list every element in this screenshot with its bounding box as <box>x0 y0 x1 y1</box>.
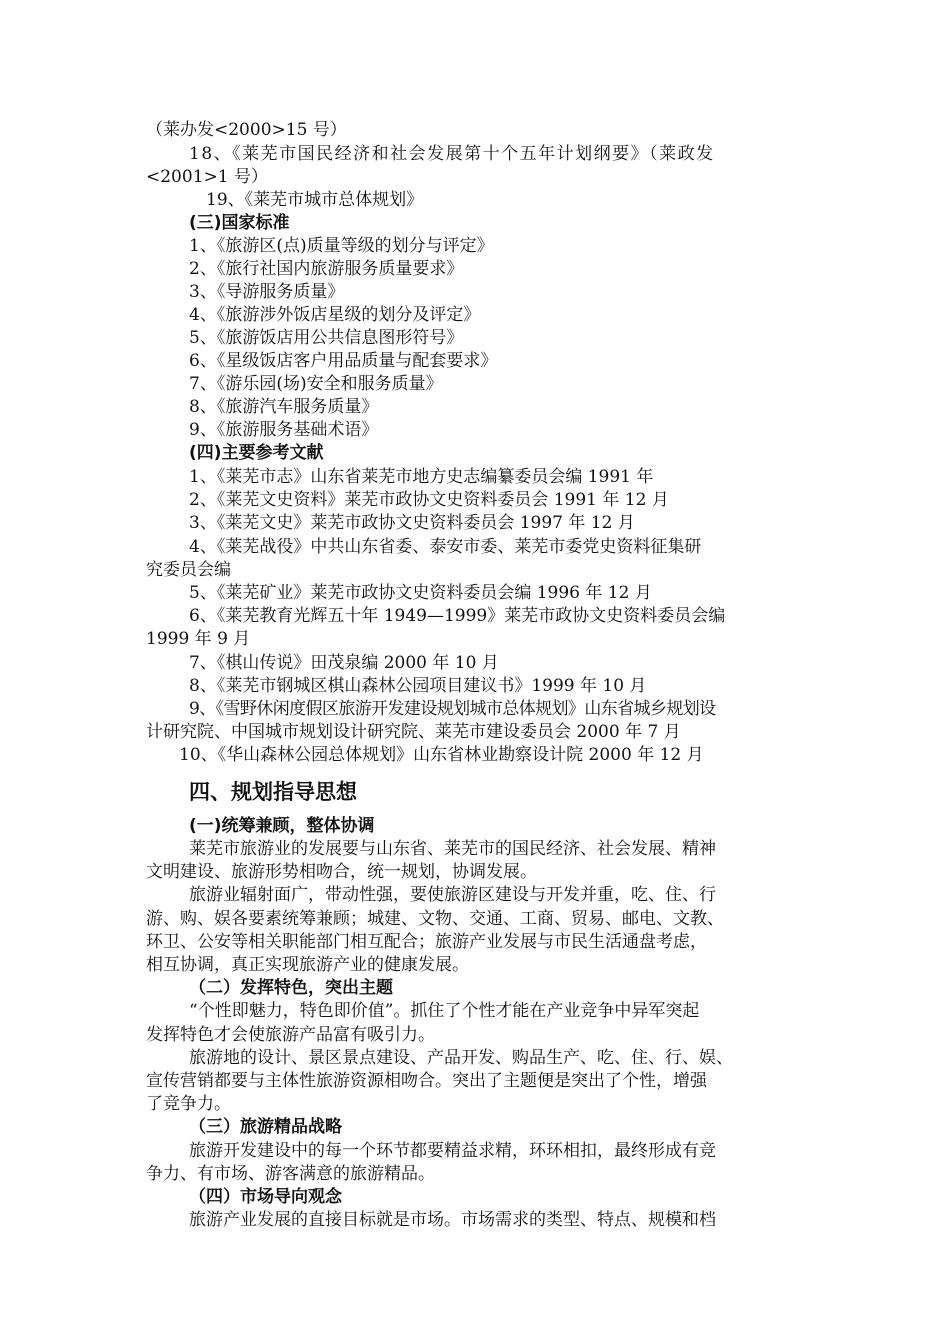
paragraph-line: 争力、有市场、游客满意的旅游精品。 <box>146 1164 435 1184</box>
paragraph-line: 文明建设、旅游形势相吻合，统一规划，协调发展。 <box>146 862 537 882</box>
chapter-heading: 四、规划指导思想 <box>189 780 357 804</box>
list-item: 8、《莱芜市钢城区棋山森林公园项目建议书》1999 年 10 月 <box>189 676 647 696</box>
list-item: 6、《星级饭店客户用品质量与配套要求》 <box>189 351 498 371</box>
list-item: 2、《莱芜文史资料》莱芜市政协文史资料委员会 1991 年 12 月 <box>189 490 669 510</box>
list-item: 10、《华山森林公园总体规划》山东省林业勘察设计院 2000 年 12 月 <box>179 745 704 765</box>
list-item: 4、《莱芜战役》中共山东省委、泰安市委、莱芜市委党史资料征集研 <box>189 537 702 557</box>
section-heading: （三）旅游精品战略 <box>189 1117 342 1137</box>
list-item: 3、《导游服务质量》 <box>189 282 345 302</box>
list-item-continuation: 究委员会编 <box>146 560 231 580</box>
text-line: <2001>1 号） <box>146 167 268 187</box>
paragraph-line: 旅游产业发展的直接目标就是市场。市场需求的类型、特点、规模和档 <box>189 1210 716 1230</box>
list-item-continuation: 计研究院、中国城市规划设计研究院、莱芜市建设委员会 2000 年 7 月 <box>146 722 681 742</box>
paragraph-line: 环卫、公安等相关职能部门相互配合；旅游产业发展与市民生活通盘考虑， <box>146 932 707 952</box>
list-item: 1、《莱芜市志》山东省莱芜市地方史志编纂委员会编 1991 年 <box>189 467 654 487</box>
section-heading: (四)主要参考文献 <box>189 443 324 463</box>
list-item: 1、《旅游区(点)质量等级的划分与评定》 <box>189 236 494 256</box>
list-item: 9、《旅游服务基础术语》 <box>189 420 379 440</box>
list-item: 4、《旅游涉外饭店星级的划分及评定》 <box>189 305 481 325</box>
text-line: （莱办发<2000>15 号） <box>146 120 347 140</box>
section-heading: （二）发挥特色，突出主题 <box>189 978 393 998</box>
list-item: 7、《游乐园(场)安全和服务质量》 <box>189 374 443 394</box>
list-item: 5、《莱芜矿业》莱芜市政协文史资料委员会编 1996 年 12 月 <box>189 583 652 603</box>
list-item-continuation: 1999 年 9 月 <box>146 629 251 649</box>
list-item: 7、《棋山传说》田茂泉编 2000 年 10 月 <box>189 653 499 673</box>
paragraph-line: 旅游地的设计、景区景点建设、产品开发、购品生产、吃、住、行、娱、 <box>189 1048 733 1068</box>
paragraph-line: 游、购、娱各要素统筹兼顾；城建、文物、交通、工商、贸易、邮电、文教、 <box>146 909 724 929</box>
text-line: 18、《莱芜市国民经济和社会发展第十个五年计划纲要》（莱政发 <box>189 144 715 164</box>
paragraph-line: 宣传营销都要与主体性旅游资源相吻合。突出了主题便是突出了个性，增强 <box>146 1071 707 1091</box>
list-item: 9、《雪野休闲度假区旅游开发建设规划城市总体规划》山东省城乡规划设 <box>189 699 716 719</box>
paragraph-line: 莱芜市旅游业的发展要与山东省、莱芜市的国民经济、社会发展、精神 <box>189 839 716 859</box>
section-heading: (三)国家标准 <box>189 213 290 233</box>
paragraph-line: 相互协调，真正实现旅游产业的健康发展。 <box>146 955 469 975</box>
list-item: 6、《莱芜教育光辉五十年 1949—1999》莱芜市政协文史资料委员会编 <box>189 606 726 626</box>
list-item: 3、《莱芜文史》莱芜市政协文史资料委员会 1997 年 12 月 <box>189 513 635 533</box>
text-line: 19、《莱芜市城市总体规划》 <box>206 190 424 210</box>
paragraph-line: “个性即魅力，特色即价值”。抓住了个性才能在产业竞争中异军突起 <box>189 1001 700 1021</box>
section-heading: （四）市场导向观念 <box>189 1187 342 1207</box>
paragraph-line: 了竞争力。 <box>146 1094 231 1114</box>
list-item: 2、《旅行社国内旅游服务质量要求》 <box>189 259 464 279</box>
list-item: 8、《旅游汽车服务质量》 <box>189 397 379 417</box>
list-item: 5、《旅游饭店用公共信息图形符号》 <box>189 328 464 348</box>
section-heading: (一)统筹兼顾，整体协调 <box>189 816 375 836</box>
paragraph-line: 旅游业辐射面广，带动性强，要使旅游区建设与开发并重，吃、住、行 <box>189 885 716 905</box>
paragraph-line: 发挥特色才会使旅游产品富有吸引力。 <box>146 1025 435 1045</box>
paragraph-line: 旅游开发建设中的每一个环节都要精益求精，环环相扣，最终形成有竞 <box>189 1141 716 1161</box>
